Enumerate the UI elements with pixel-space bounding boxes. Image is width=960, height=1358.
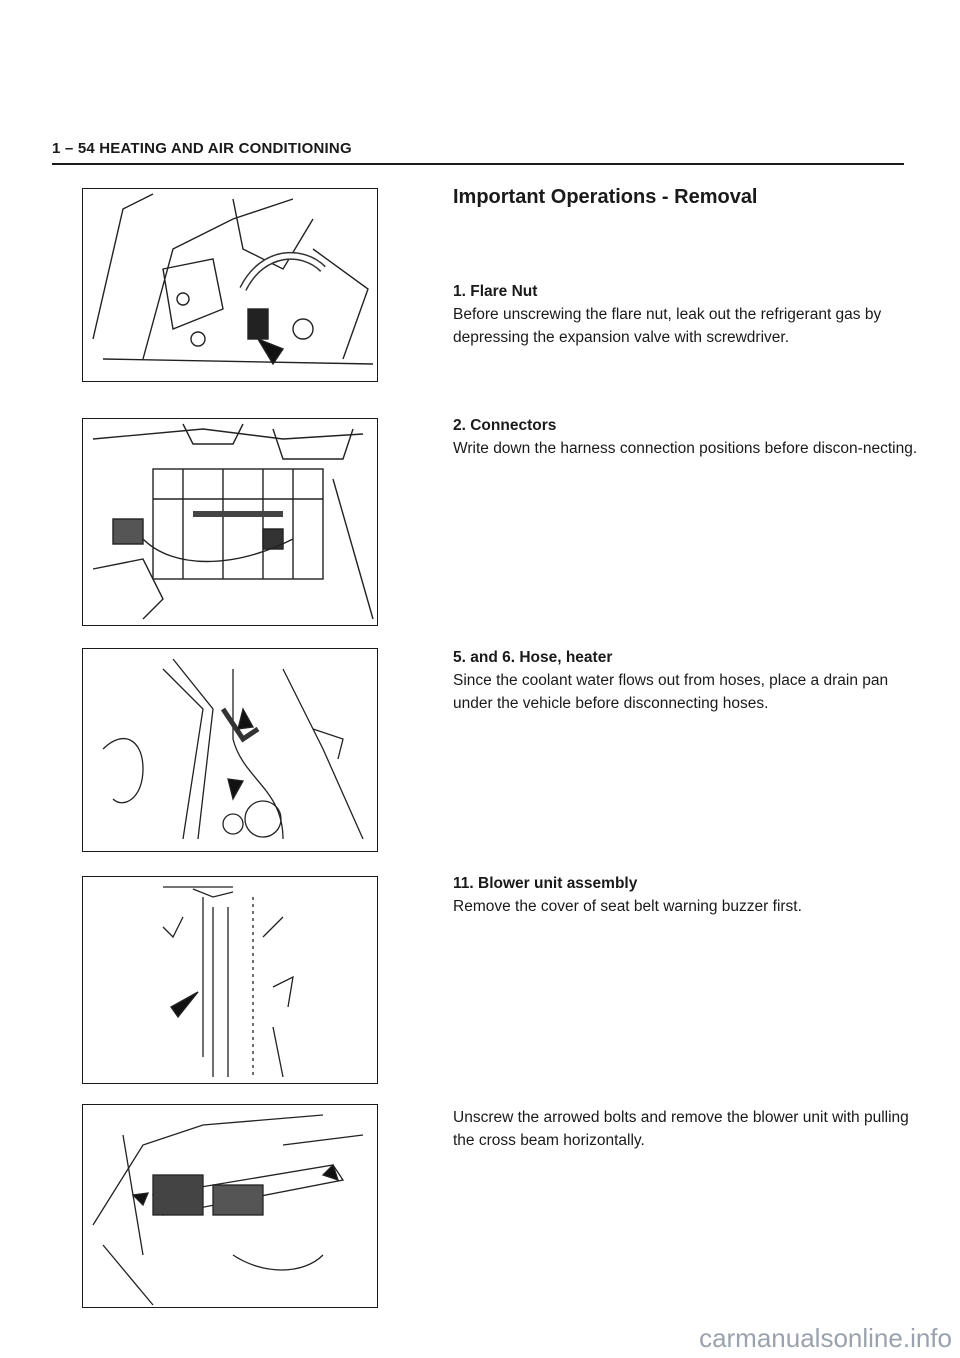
step-text: Unscrew the arrowed bolts and remove the blower unit with pulling the cross beam horizontally. — [453, 1109, 909, 1149]
step-text: Remove the cover of seat belt warning buzzer first. — [453, 898, 802, 915]
step-text: Write down the harness connection positions before discon-necting. — [453, 440, 918, 457]
step-connectors — [453, 414, 923, 460]
step-heading: 5. and 6. Hose, heater — [453, 649, 613, 666]
header-rule — [52, 163, 904, 165]
step-heading: 11. Blower unit assembly — [453, 875, 638, 892]
step-blower-unit — [453, 872, 923, 918]
watermark: carmanualsonline.info — [699, 1323, 952, 1353]
figure-flare-nut — [82, 188, 378, 382]
step-heading: 1. Flare Nut — [453, 283, 538, 300]
figure-cross-beam — [82, 1104, 378, 1308]
step-text: Since the coolant water flows out from hoses, place a drain pan under the vehicle before disconnecting hoses. — [453, 672, 889, 712]
figure-blower-unit — [82, 876, 378, 1084]
section-title: Important Operations - Removal — [453, 186, 758, 208]
figure-connectors — [82, 418, 378, 626]
page-header: 1 – 54 HEATING AND AIR CONDITIONING — [52, 140, 352, 157]
step-flare-nut — [453, 280, 923, 349]
figure-heater-hose — [82, 648, 378, 852]
step-hose-heater — [453, 646, 923, 715]
step-text: Before unscrewing the flare nut, leak out the refrigerant gas by depressing the expansion valve with screwdriver. — [453, 306, 882, 346]
step-heading: 2. Connectors — [453, 417, 557, 434]
step-cross-beam — [453, 1106, 923, 1152]
